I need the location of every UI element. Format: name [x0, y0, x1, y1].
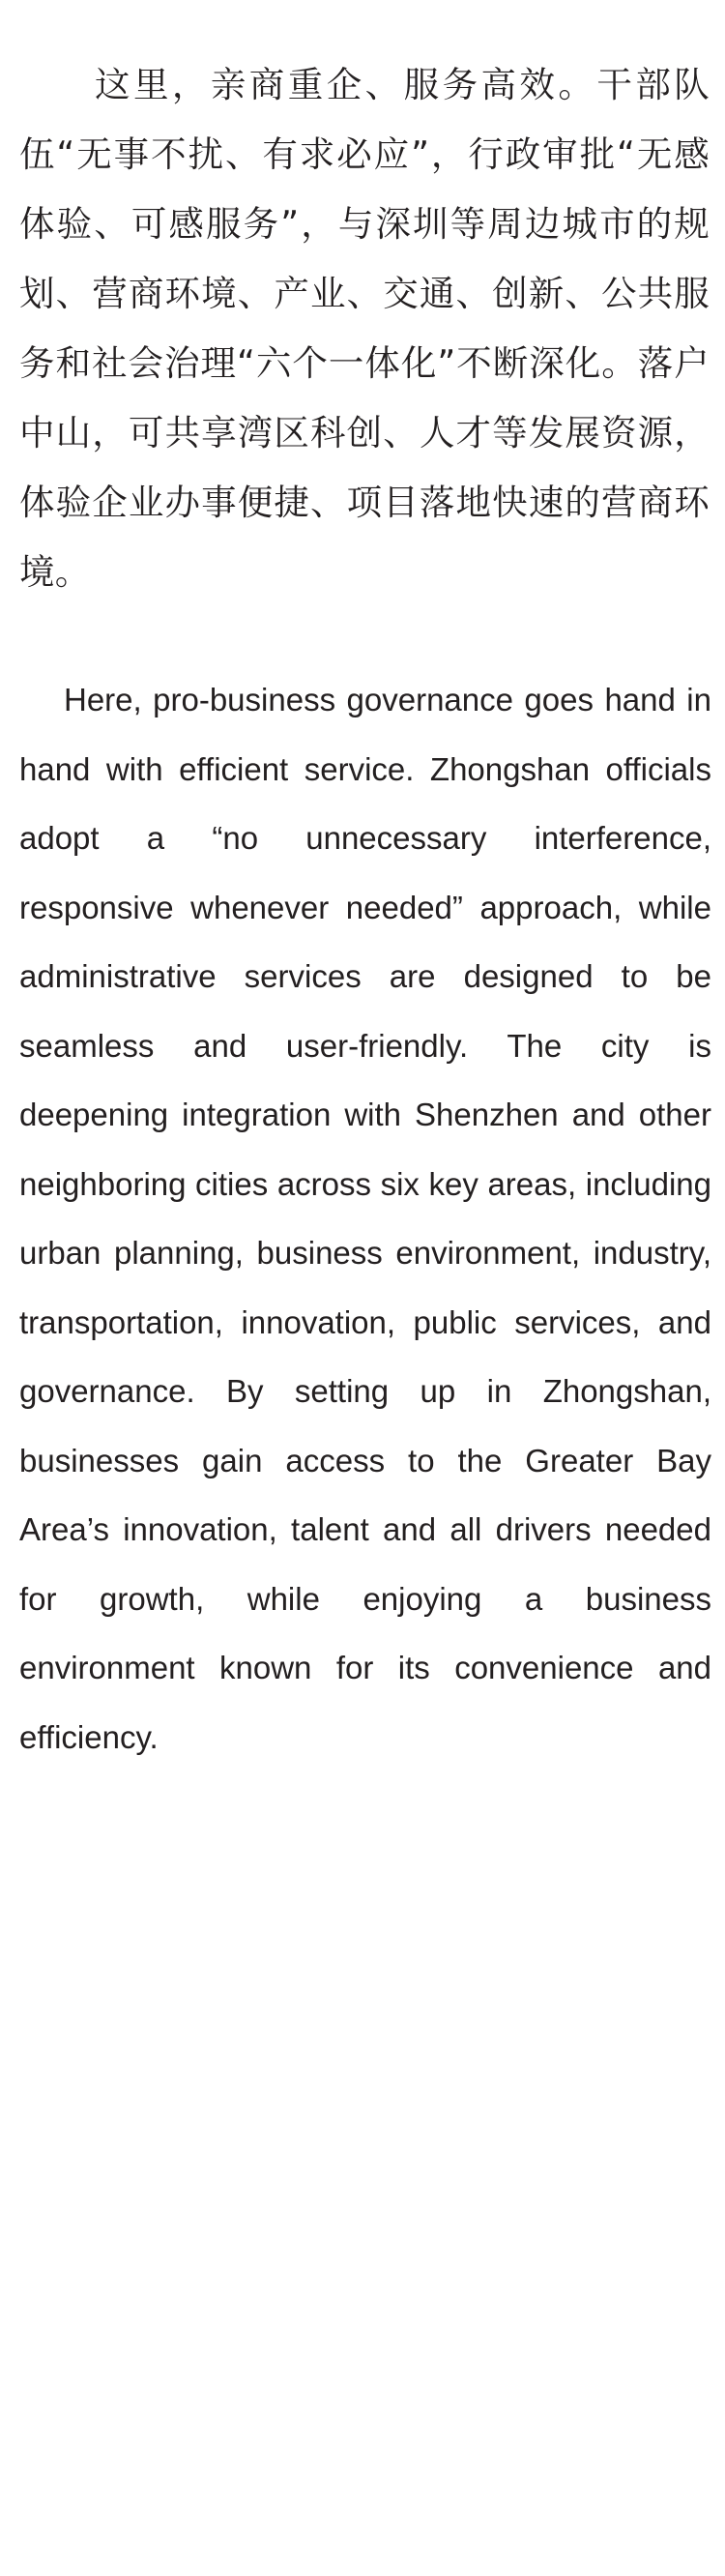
chinese-paragraph-text: 这里，亲商重企、服务高效。干部队伍“无事不扰、有求必应”，行政审批“无感体验、可感服务”，与深圳等周边城市的规划、营商环境、产业、交通、创新、公共服务和社会治理“六个一体化”不断深化。落户中山，可共享湾区科创、人才等发展资源，体验企业办事便捷、项目落地快速的营商环境。: [19, 64, 710, 593]
english-paragraph-text: Here, pro-business governance goes hand in hand with efficient service. Zhongshan officials adopt a “no unnecessary interference, responsive whenever needed” approach, while administrative services are designed to be seamless and user-friendly. The city is deepening integration with Shenzhen and other neighboring cities across six key areas, including urban planning, business environment, industry, transportation, innovation, public services, and governance. By setting up in Zhongshan, businesses gain access to the Greater Bay Area’s innovation, talent and all drivers needed for growth, while enjoying a business environment known for its convenience and efficiency.: [19, 682, 711, 1755]
document-page: [0, 50, 725, 2576]
chinese-paragraph-block: [8, 50, 717, 607]
english-paragraph-block: [8, 665, 717, 1841]
